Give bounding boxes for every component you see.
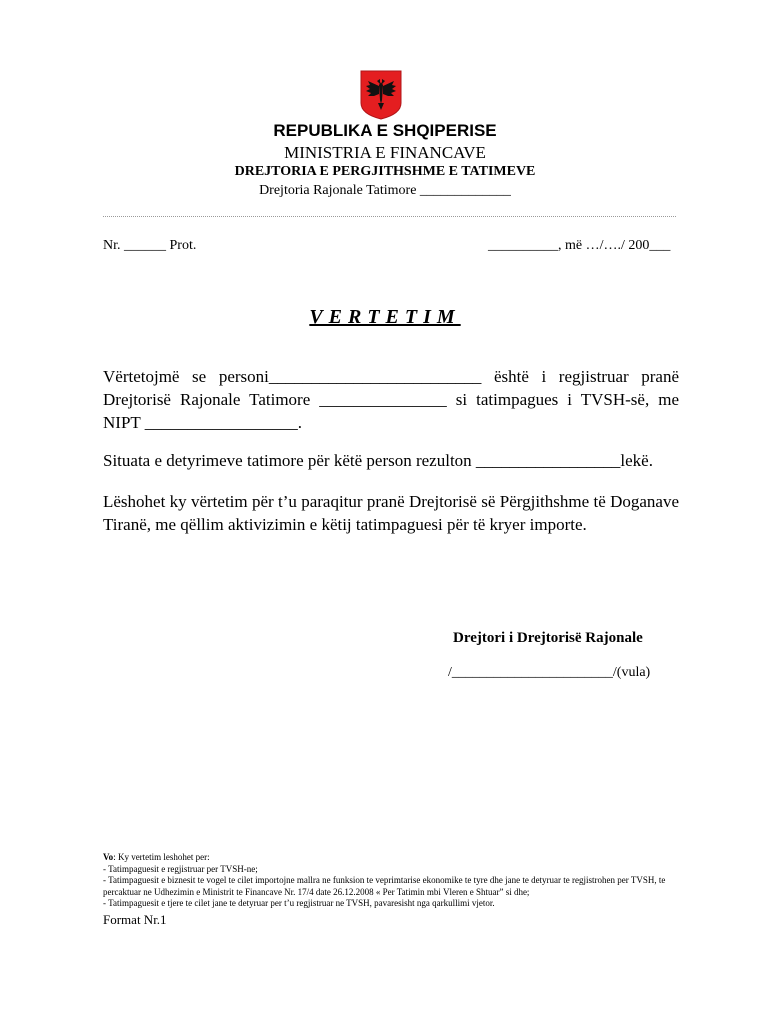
footnote-intro <box>103 852 693 864</box>
document-date: __________, më …/…./ 200___ <box>488 238 671 253</box>
albanian-emblem-icon <box>360 70 402 120</box>
certification-paragraph: Vërtetojmë se personi_________________________ është i regjistruar pranë Drejtorisë Rajonale Tatimore _______________ si tatimpagues i TVSH-së, me NIPT __________________. <box>103 367 679 432</box>
footnote-item: - Tatimpaguesit e tjere te cilet jane te detyruar per t’u regjistruar ne TVSH, pavaresisht nga qarkullimi vjetor. <box>103 898 495 908</box>
format-number: Format Nr.1 <box>103 912 167 927</box>
footnote-intro-text: : Ky vertetim leshohet per: <box>113 852 210 862</box>
ministry-heading: MINISTRIA E FINANCAVE <box>284 143 486 162</box>
footnote-item: - Tatimpaguesit e biznesit te vogel te cilet importojne mallra ne funksion te veprimtarise ekonomike te tyre dhe jane te detyruar te regjistrohen per TVSH, te percaktuar ne Udhezimin e Ministrit te Financave Nr. 17/4 date 26.12.2008 « Per Tatimin mbi Vleren e Shtuar” si dhe; <box>103 875 666 897</box>
country-heading: REPUBLIKA E SHQIPERISE <box>273 121 497 140</box>
document-title: VERTETIM <box>309 306 461 328</box>
footnote-label: Vo <box>103 852 114 862</box>
header-divider <box>103 216 676 217</box>
signature-line: /_______________________/(vula) <box>448 665 651 680</box>
directorate-heading: DREJTORIA E PERGJITHSHME E TATIMEVE <box>234 164 536 179</box>
regional-directorate-line: Drejtoria Rajonale Tatimore _____________ <box>259 183 511 198</box>
footnotes <box>103 852 693 910</box>
obligations-paragraph: Situata e detyrimeve tatimore për këtë person rezulton _________________lekë. <box>103 451 653 470</box>
protocol-number: Nr. ______ Prot. <box>103 238 197 253</box>
purpose-paragraph: Lëshohet ky vërtetim për t’u paraqitur pranë Drejtorisë së Përgjithshme të Doganave Tiranë, me qëllim aktivizimin e këtij tatimpaguesi për të kryer importe. <box>103 492 679 534</box>
signature-title: Drejtori i Drejtorisë Rajonale <box>453 630 643 646</box>
footnote-item: - Tatimpaguesit e regjistruar per TVSH-ne; <box>103 863 258 874</box>
